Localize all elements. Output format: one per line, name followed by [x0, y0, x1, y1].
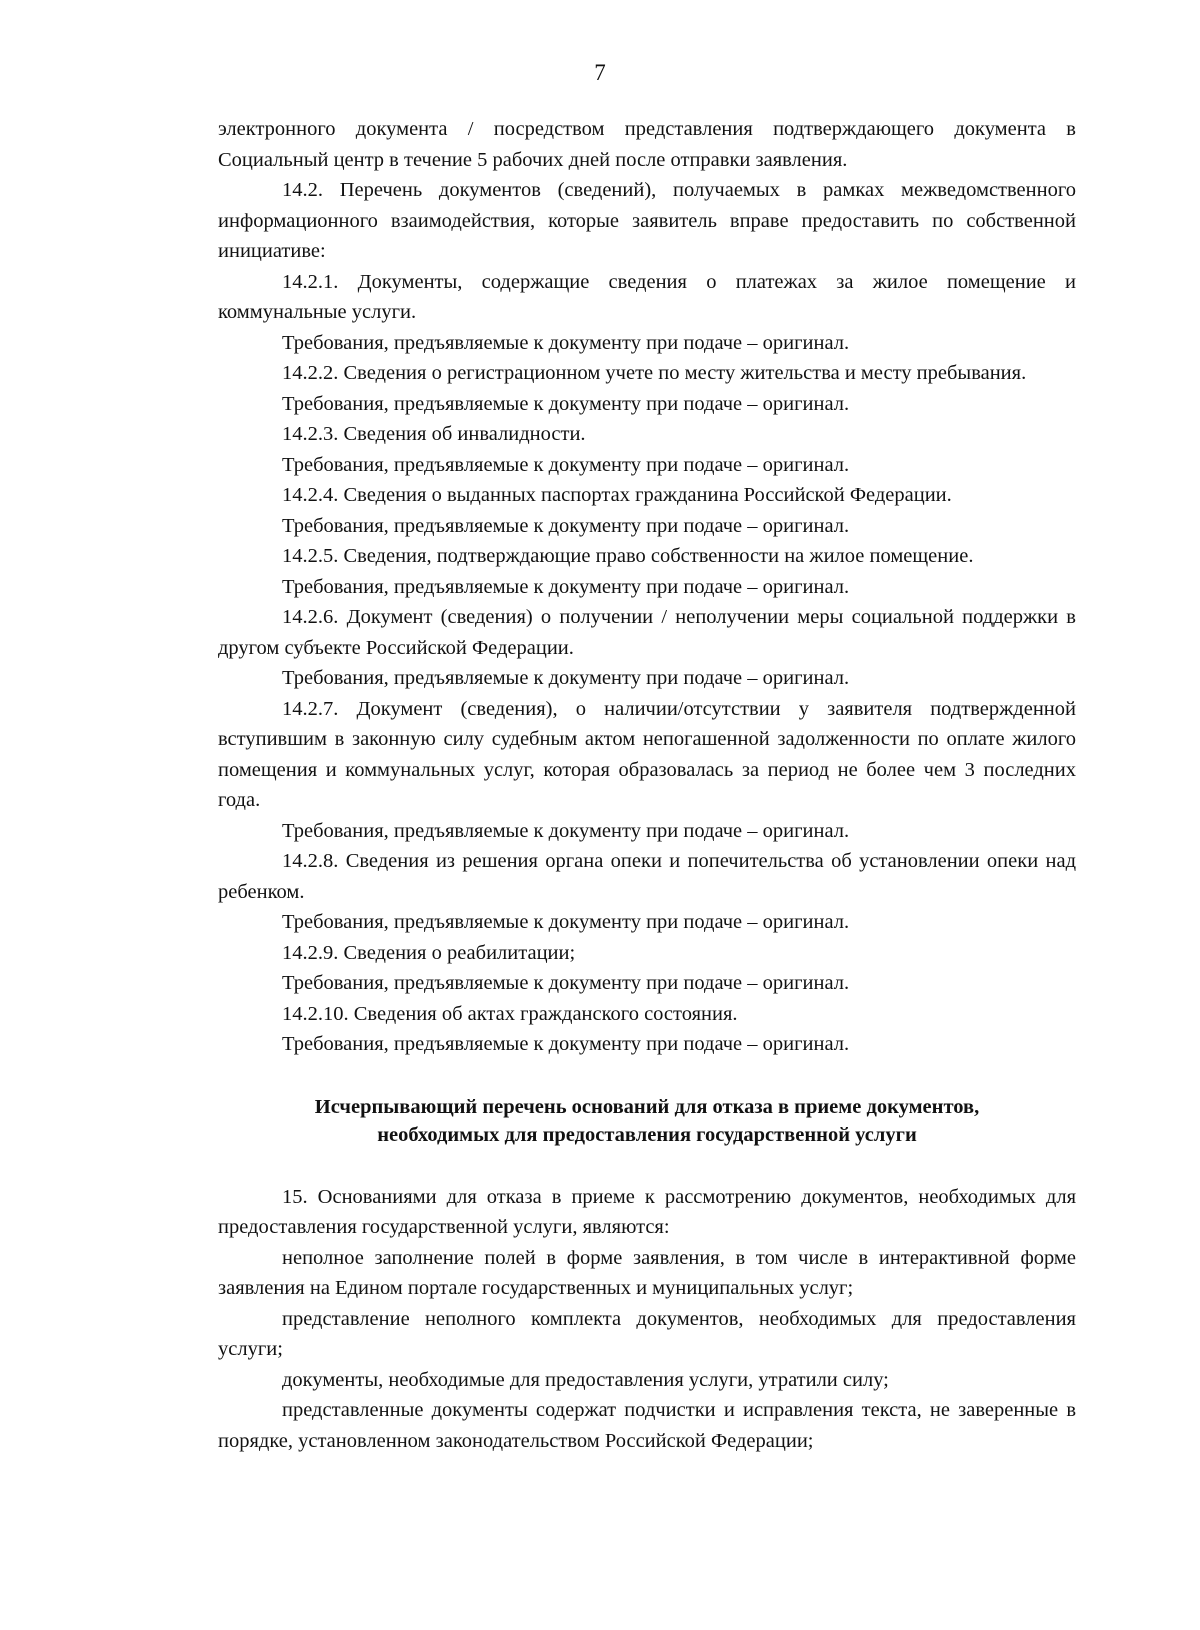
paragraph-14-2-9: 14.2.9. Сведения о реабилитации;: [282, 941, 576, 964]
section-heading-line-2: необходимых для предоставления государственной услуги: [377, 1123, 917, 1146]
requirement-line: Требования, предъявляемые к документу при подаче – оригинал.: [282, 331, 850, 354]
paragraph-14-2-6: 14.2.6. Документ (сведения) о получении / неполучении меры социальной поддержки в другом субъекте Российской Федерации.: [218, 606, 1076, 659]
refusal-ground: документы, необходимые для предоставления услуги, утратили силу;: [282, 1368, 889, 1391]
paragraph-14-2-7: 14.2.7. Документ (сведения), о наличии/отсутствии у заявителя подтвержденной вступившим в законную силу судебным актом непогашенной задолженности по оплате жилого помещения и коммунальных услуг, которая образовалась за период не более чем 3 последних года.: [218, 697, 1076, 811]
paragraph-14-2-8: 14.2.8. Сведения из решения органа опеки и попечительства об установлении опеки над ребенком.: [218, 850, 1076, 903]
paragraph-14-2-2: 14.2.2. Сведения о регистрационном учете по месту жительства и месту пребывания.: [282, 362, 1027, 384]
requirement-line: Требования, предъявляемые к документу при подаче – оригинал.: [282, 667, 850, 689]
paragraph-14-2-4: 14.2.4. Сведения о выданных паспортах гражданина Российской Федерации.: [282, 484, 952, 506]
section-heading: [218, 1093, 1076, 1149]
page-number: 7: [594, 60, 606, 85]
refusal-ground: неполное заполнение полей в форме заявления, в том числе в интерактивной форме заявления на Едином портале государственных и муниципальных услуг;: [218, 1246, 1076, 1299]
paragraph-14-2: 14.2. Перечень документов (сведений), получаемых в рамках межведомственного информационного взаимодействия, которые заявитель вправе предоставить по собственной инициативе:: [218, 179, 1076, 262]
paragraph-14-2-10: 14.2.10. Сведения об актах гражданского состояния.: [282, 1002, 738, 1025]
requirement-line: Требования, предъявляемые к документу при подаче – оригинал.: [282, 392, 850, 415]
paragraph-14-2-1: 14.2.1. Документы, содержащие сведения о платежах за жилое помещение и коммунальные услуги.: [218, 270, 1076, 323]
paragraph-14-2-3: 14.2.3. Сведения об инвалидности.: [282, 423, 586, 445]
requirement-line: Требования, предъявляемые к документу при подаче – оригинал.: [282, 972, 850, 994]
document-body: [218, 114, 1076, 1456]
paragraph-14-2-5: 14.2.5. Сведения, подтверждающие право собственности на жилое помещение.: [282, 545, 974, 567]
refusal-ground: представление неполного комплекта документов, необходимых для предоставления услуги;: [218, 1307, 1076, 1360]
section-heading-line-1: Исчерпывающий перечень оснований для отказа в приеме документов,: [314, 1095, 980, 1118]
requirement-line: Требования, предъявляемые к документу при подаче – оригинал.: [282, 514, 850, 537]
paragraph-15: 15. Основаниями для отказа в приеме к рассмотрению документов, необходимых для предоставления государственной услуги, являются:: [218, 1185, 1076, 1238]
requirement-line: Требования, предъявляемые к документу при подаче – оригинал.: [282, 819, 850, 842]
requirement-line: Требования, предъявляемые к документу при подаче – оригинал.: [282, 1033, 850, 1055]
requirement-line: Требования, предъявляемые к документу при подаче – оригинал.: [282, 575, 850, 598]
requirement-line: Требования, предъявляемые к документу при подаче – оригинал.: [282, 453, 850, 476]
requirement-line: Требования, предъявляемые к документу при подаче – оригинал.: [282, 911, 850, 933]
refusal-ground: представленные документы содержат подчистки и исправления текста, не заверенные в порядке, установленном законодательством Российской Федерации;: [218, 1399, 1076, 1452]
paragraph-continuation: электронного документа / посредством представления подтверждающего документа в Социальный центр в течение 5 рабочих дней после отправки заявления.: [218, 118, 1076, 171]
